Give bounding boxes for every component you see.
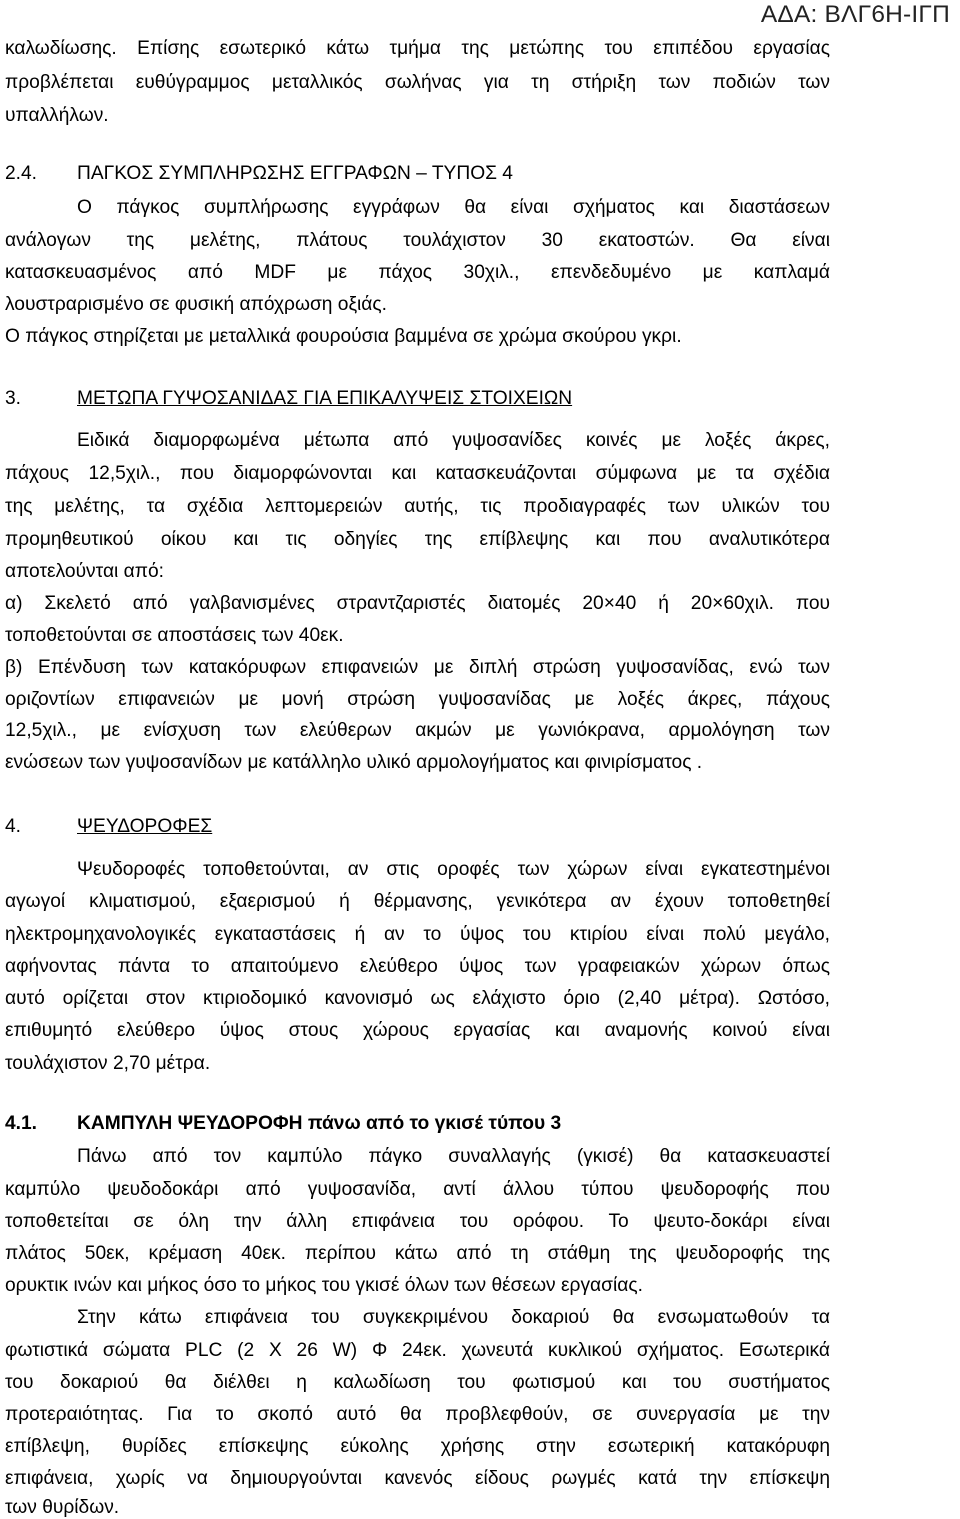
paragraph-line: ενώσεων των γυψοσανίδων με κατάλληλο υλικό αρμολογήματος και φινιρίσματος .	[5, 752, 703, 773]
paragraph-line: τοποθετείται σε όλη την άλλη επιφάνεια του ορόφου. Το ψευτο-δοκάρι είναι	[5, 1211, 830, 1232]
paragraph-line: αφήνοντας πάντα το απαιτούμενο ελεύθερο ύψος των γραφειακών χώρων όπως	[5, 956, 830, 977]
paragraph-line: Ο πάγκος συμπλήρωσης εγγράφων θα είναι σχήματος και διαστάσεων	[77, 197, 830, 218]
paragraph-line: Ψευδοροφές τοποθετούνται, αν στις οροφές των χώρων είναι εγκατεστημένοι	[77, 859, 830, 880]
paragraph-line: αυτό ορίζεται στον κτιριοδομικό κανονισμό ως ελάχιστο όριο (2,40 μέτρα). Ωστόσο,	[5, 988, 830, 1009]
paragraph-line: πάχους 12,5χιλ., που διαμορφώνονται και κατασκευάζονται σύμφωνα με τα σχέδια	[5, 463, 830, 484]
paragraph-line: προμηθευτικού οίκου και τις οδηγίες της επίβλεψης και που αναλυτικότερα	[5, 529, 830, 550]
section-number: 4.1.	[5, 1113, 38, 1134]
paragraph-line: ανάλογων της μελέτης, πλάτους τουλάχιστον 30 εκατοστών. Θα είναι	[5, 230, 830, 251]
section-title: ΜΕΤΩΠΑ ΓΥΨΟΣΑΝΙΔΑΣ ΓΙΑ ΕΠΙΚΑΛΥΨΕΙΣ ΣΤΟΙΧΕΙΩΝ	[77, 388, 573, 409]
paragraph-line: επίβλεψη, θυρίδες επίσκεψης εύκολης χρήσης στην εσωτερική κατακόρυφη	[5, 1436, 830, 1457]
paragraph-line: Πάνω από τον καμπύλο πάγκο συναλλαγής (γκισέ) θα κατασκευαστεί	[77, 1146, 830, 1167]
paragraph-line: πλάτος 50εκ, κρέμαση 40εκ. περίπου κάτω από τη στάθμη της ψευδοροφής της	[5, 1243, 830, 1264]
paragraph-line: β) Επένδυση των κατακόρυφων επιφανειών με διπλή στρώση γυψοσανίδας, ενώ των	[5, 657, 830, 678]
section-number: 2.4.	[5, 163, 38, 184]
paragraph-line: αποτελούνται από:	[5, 561, 164, 582]
document-id: ΑΔΑ: ΒΛΓ6Η-ΙΓΠ	[760, 1, 950, 28]
paragraph-line: επιθυμητό ελεύθερο ύψος στους χώρους εργασίας και αναμονής κοινού είναι	[5, 1020, 830, 1041]
intro-line: καλωδίωσης. Επίσης εσωτερικό κάτω τμήμα της μετώπης του επιπέδου εργασίας	[5, 38, 830, 59]
section-title: ΠΑΓΚΟΣ ΣΥΜΠΛΗΡΩΣΗΣ ΕΓΓΡΑΦΩΝ – ΤΥΠΟΣ 4	[77, 163, 513, 184]
paragraph-line: Στην κάτω επιφάνεια του συγκεκριμένου δοκαριού θα ενσωματωθούν τα	[77, 1307, 830, 1328]
paragraph-line: καμπύλο ψευδοδοκάρι από γυψοσανίδα, αντί άλλου τύπου ψευδοροφής που	[5, 1179, 830, 1200]
paragraph-line: ηλεκτρομηχανολογικές εγκαταστάσεις ή αν το ύψος του κτιρίου είναι πολύ μεγάλο,	[5, 924, 830, 945]
paragraph-line: λουστραρισμένο σε φυσική απόχρωση οξιάς.	[5, 294, 387, 315]
paragraph-line: της μελέτης, τα σχέδια λεπτομερειών αυτής, τις προδιαγραφές των υλικών του	[5, 496, 830, 517]
section-number: 3.	[5, 388, 22, 409]
paragraph-line: του δοκαριού θα διέλθει η καλωδίωση του φωτισμού και του συστήματος	[5, 1372, 830, 1393]
paragraph-line: τουλάχιστον 2,70 μέτρα.	[5, 1053, 211, 1074]
paragraph-line: Ειδικά διαμορφωμένα μέτωπα από γυψοσανίδες κοινές με λοξές άκρες,	[77, 430, 830, 451]
paragraph-line: τοποθετούνται σε αποστάσεις των 40εκ.	[5, 625, 344, 646]
intro-line: υπαλλήλων.	[5, 105, 109, 126]
paragraph-line: των θυρίδων.	[5, 1497, 120, 1518]
paragraph-line: ορυκτικ ινών και μήκος όσο το μήκος του γκισέ όλων των θέσεων εργασίας.	[5, 1275, 643, 1296]
paragraph-line: α) Σκελετό από γαλβανισμένες στραντζαριστές διατομές 20×40 ή 20×60χιλ. που	[5, 593, 830, 614]
section-title: ΨΕΥΔΟΡΟΦΕΣ	[77, 816, 213, 837]
section-title: ΚΑΜΠΥΛΗ ΨΕΥΔΟΡΟΦΗ πάνω από το γκισέ τύπου 3	[77, 1113, 562, 1134]
paragraph-line: κατασκευασμένος από MDF με πάχος 30χιλ., επενδεδυμένο με καπλαμά	[5, 262, 830, 283]
paragraph-line: αγωγοί κλιματισμού, εξαερισμού ή θέρμανσης, γενικότερα αν έχουν τοποθετηθεί	[5, 891, 830, 912]
paragraph-line: προτεραιότητας. Για το σκοπό αυτό θα προβλεφθούν, σε συνεργασία με την	[5, 1404, 830, 1425]
paragraph-line: επιφάνεια, χωρίς να δημιουργούνται κανενός είδους ρωγμές κατά την επίσκεψη	[5, 1468, 830, 1489]
paragraph-line: 12,5χιλ., με ενίσχυση των ελεύθερων ακμών με γωνιόκρανα, αρμολόγηση των	[5, 720, 830, 741]
paragraph-line: Ο πάγκος στηρίζεται με μεταλλικά φουρούσια βαμμένα σε χρώμα σκούρου γκρι.	[5, 326, 682, 347]
paragraph-line: οριζοντίων επιφανειών με μονή στρώση γυψοσανίδας με λοξές άκρες, πάχους	[5, 689, 830, 710]
section-number: 4.	[5, 816, 22, 837]
paragraph-line: φωτιστικά σώματα PLC (2 Χ 26 W) Φ 24εκ. χωνευτά κυκλικού σχήματος. Εσωτερικά	[5, 1340, 830, 1361]
intro-line: προβλέπεται ευθύγραμμος μεταλλικός σωλήνας για τη στήριξη των ποδιών των	[5, 72, 830, 93]
